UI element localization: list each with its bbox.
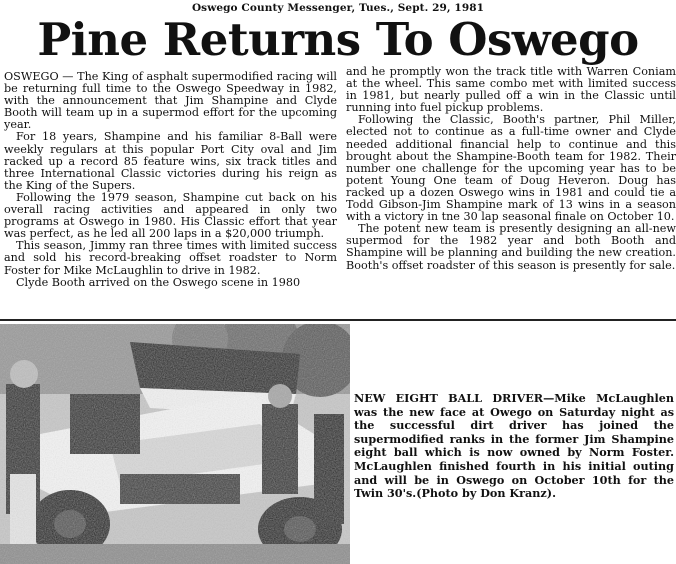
article-right-column — [346, 66, 676, 272]
paragraph: This season, Jimmy ran three times with limited success and sold his record-breaking offset roadster to Norm Foster for Mike McLaughlin to drive in 1982. — [4, 239, 337, 277]
race-car-photo-illustration — [0, 324, 350, 564]
paragraph: Following the 1979 season, Shampine cut back on his overall racing activities and appeared in only two programs at Oswego in 1980. His Classic effort that year was perfect, as he led all 200 laps in a $20,000 triumph. — [4, 190, 337, 241]
paragraph: OSWEGO — The King of asphalt supermodified racing will be returning full time to the Oswego Speedway in 1982, with the announcement that Jim Shampine and Clyde Booth will team up in a supermod effort for the upcoming year. — [4, 70, 337, 132]
race-car-photo — [0, 324, 350, 564]
paragraph: For 18 years, Shampine and his familiar 8-Ball were weekly regulars at this popular Port City oval and Jim racked up a record 85 feature wins, six track titles and three International Classic victories during his reign as the King of the Supers. — [4, 130, 337, 192]
dateline: Oswego County Messenger, Tues., Sept. 29, 1981 — [191, 2, 485, 14]
paragraph: Clyde Booth arrived on the Oswego scene in 1980 — [16, 275, 301, 289]
paragraph: and he promptly won the track title with Warren Coniam at the wheel. This same combo met with limited success in 1981, but nearly pulled off a win in the Classic until running into fuel pickup problems. — [346, 65, 676, 115]
photo-caption: NEW EIGHT BALL DRIVER—Mike McLaughlen was the new face at Owego on Saturday night as the successful dirt driver has joined the supermodified ranks in the former Jim Shampine eight ball which is now owned by Norm Foster. McLaughlen finished fourth in his initial outing and will be in Oswego on October 10th for the Twin 30's.(Photo by Don Kranz). — [354, 391, 674, 501]
article-left-column — [4, 71, 337, 289]
paragraph: Following the Classic, Booth's partner, Phil Miller, elected not to continue as a full-time owner and Clyde needed additional financial help to continue and this brought about the Shampine-Booth team for 1982. Their number one challenge for the upcoming year has to be potent Young One team of Doug Heveron. Doug has racked up a dozen Oswego wins in 1981 and could tie a Todd Gibson-Jim Shampine mark of 13 wins in a season with a victory in tne 30 lap seasonal finale on October 10. — [346, 113, 676, 224]
headline: Pine Returns To Oswego — [37, 13, 639, 66]
paragraph: The potent new team is presently designing an all-new supermod for the 1982 year and both Booth and Shampine will be planning and building the new creation. Booth's offset roadster of this season is presently for sale. — [346, 222, 676, 272]
section-divider — [0, 319, 676, 321]
